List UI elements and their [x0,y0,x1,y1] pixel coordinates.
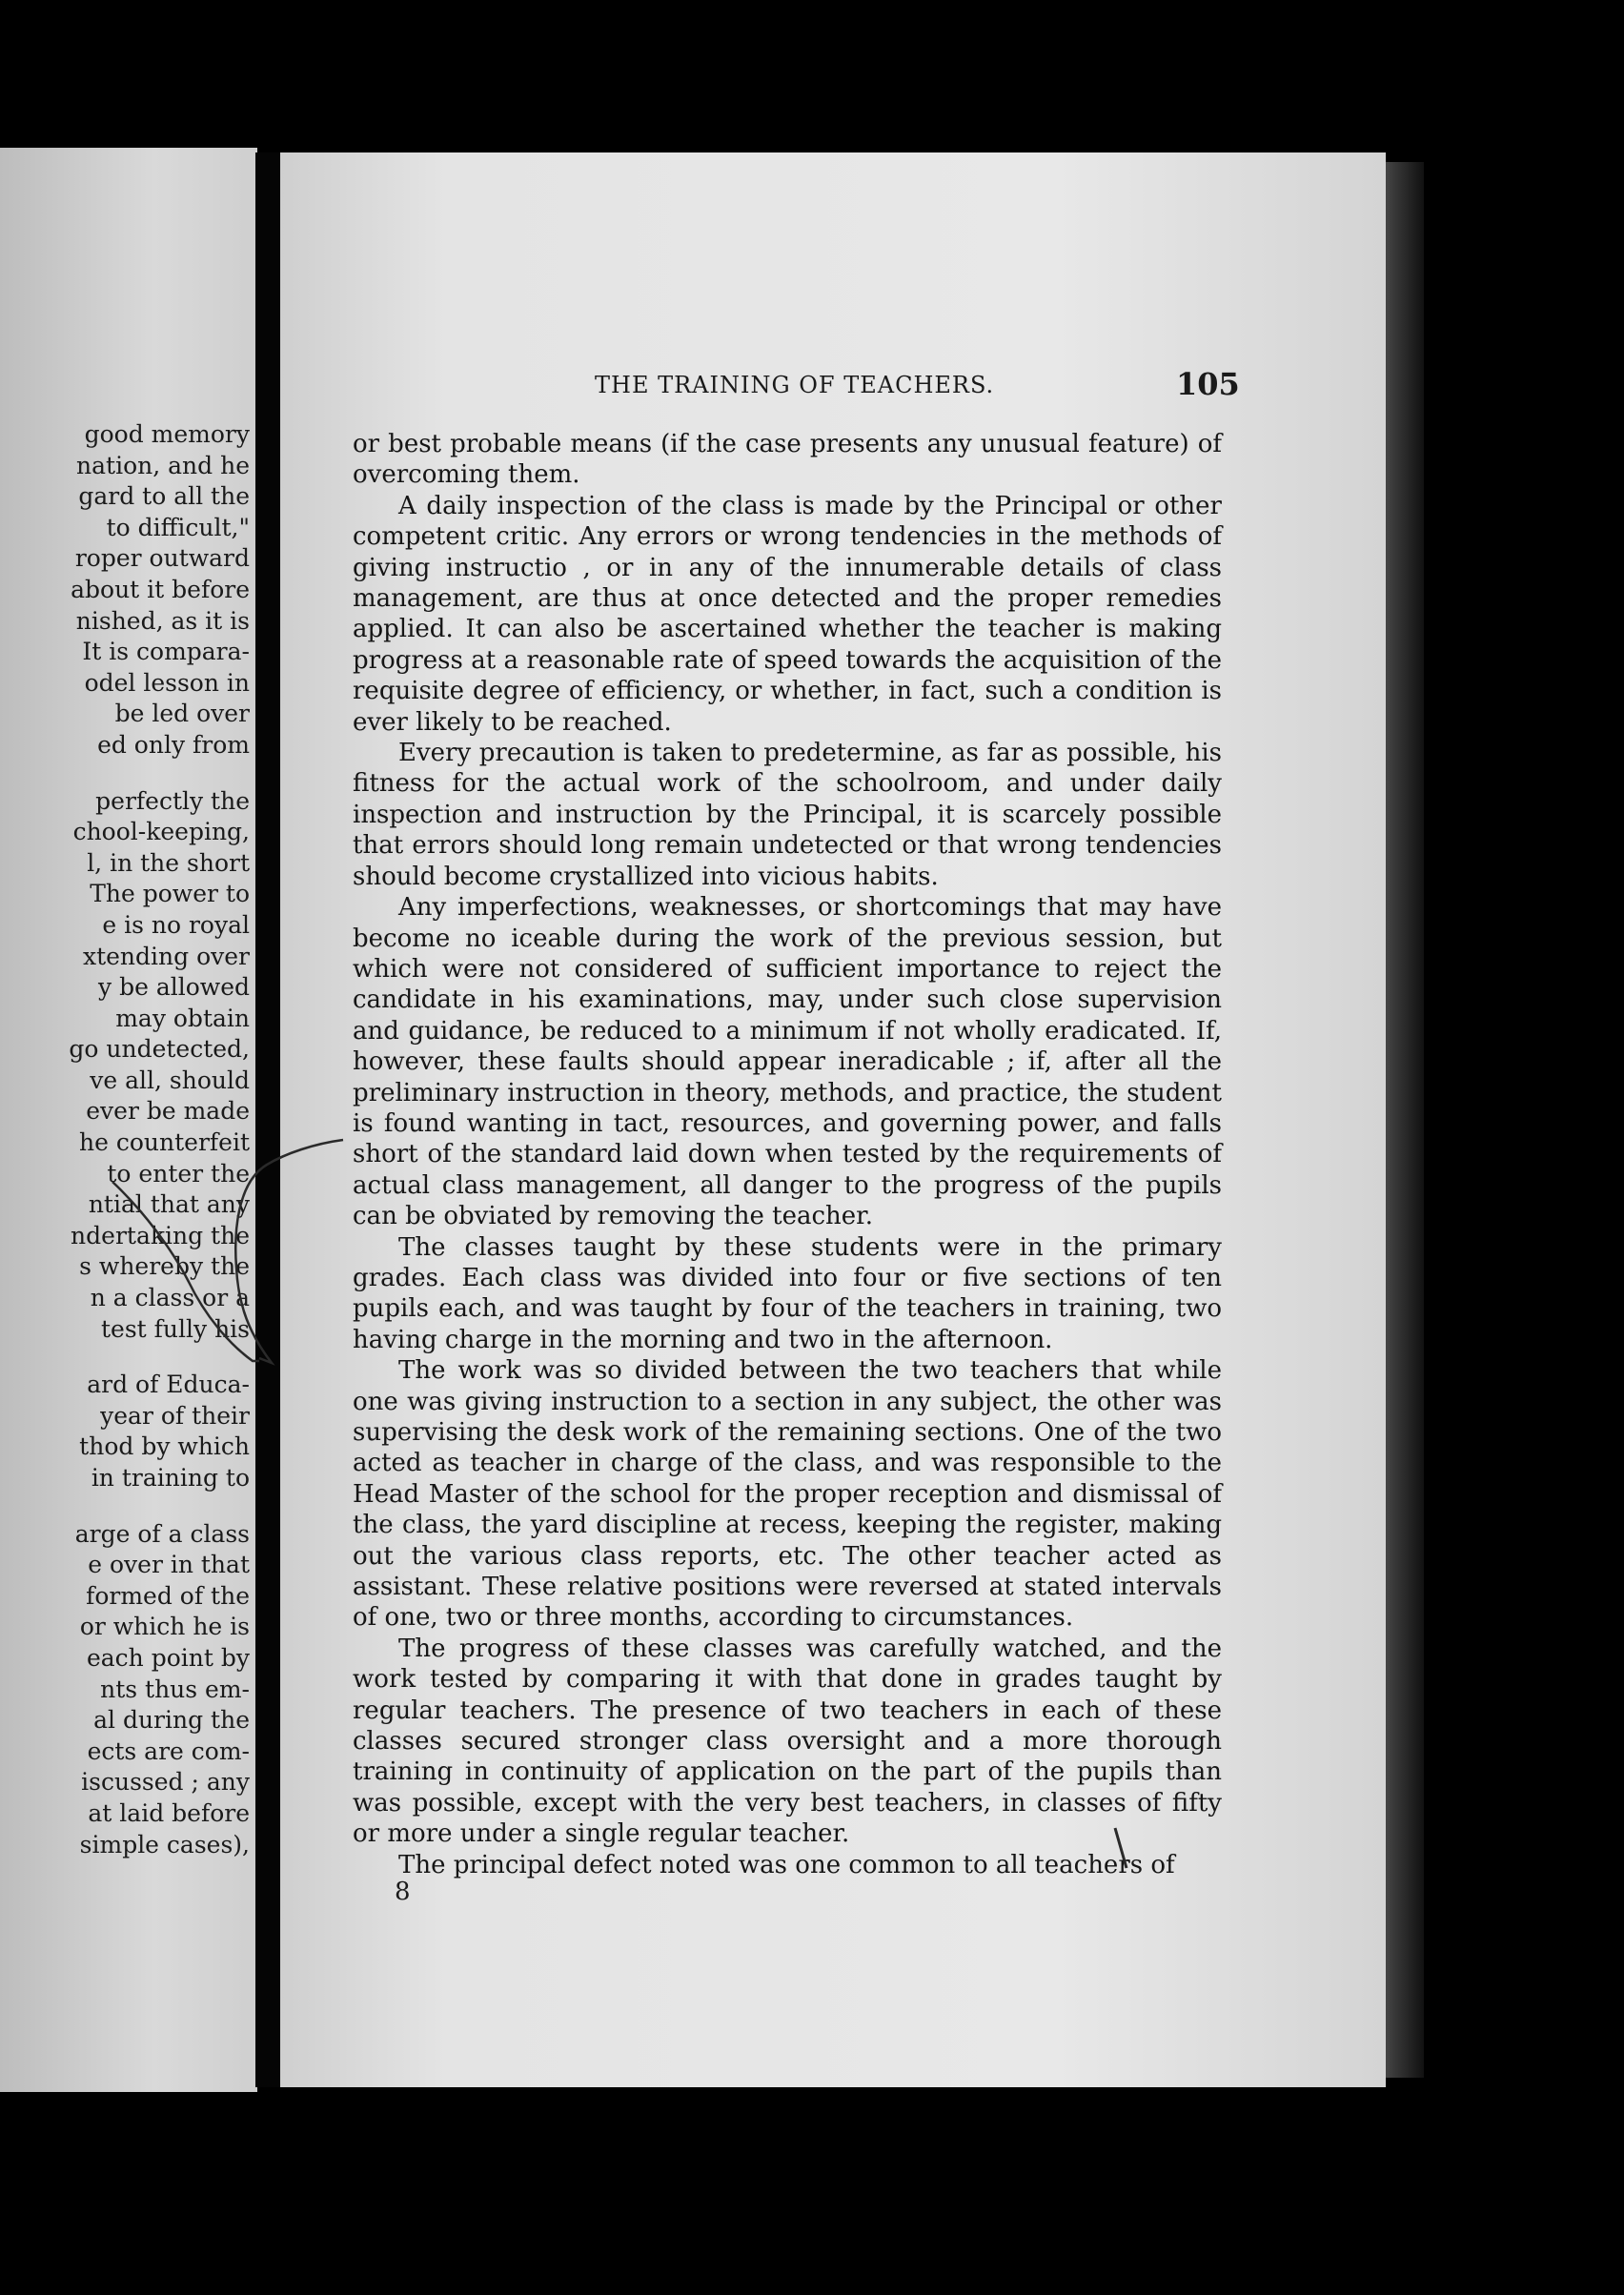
left-line: at laid before [88,1798,250,1827]
left-line: ard of Educa- [87,1371,250,1399]
left-line: thod by which [79,1432,250,1461]
book-gutter [255,152,280,2087]
paragraph: Any imperfections, weaknesses, or shortcomings that may have become no iceable during the work of the previous session, but which were not considered of sufficient importance to reject the candidate in his examinations, may, under such close supervision and guidance, be reduced to a minimum if not wholly eradicated. If, however, these faults should appear ineradicable ; if, after all the preliminary instruction in theory, methods, and practice, the student is found wanting in tact, resources, and governing power, and falls short of the standard laid down when tested by the requirements of actual class management, all danger to the progress of the pupils can be obviated by removing the teacher. [353,893,1222,1231]
left-line: nished, as it is [75,606,250,635]
left-page-text [0,419,250,1860]
left-line: e over in that [88,1551,250,1579]
right-page [280,152,1386,2087]
left-line: The power to [90,880,250,908]
left-line: ever be made [86,1097,250,1126]
left-line: go undetected, [69,1035,250,1064]
left-line: ed only from [97,730,250,759]
paragraph: or best probable means (if the case presents any unusual feature) of overcoming them. [353,430,1222,490]
left-line: arge of a class [74,1519,250,1548]
left-line: roper outward [74,544,250,573]
paragraph: The principal defect noted was one common to all teachers of [398,1850,1175,1879]
left-line: about it before [71,575,250,603]
page-number: 105 [1176,366,1240,402]
left-line: xtending over [82,942,250,970]
left-line: ndertaking the [71,1221,250,1249]
left-line: n a class or a [90,1284,250,1312]
left-line: y be allowed [98,973,250,1002]
left-line: simple cases), [79,1830,250,1858]
left-line: perfectly the [95,786,250,815]
left-line: he counterfeit [79,1128,250,1157]
paragraph: A daily inspection of the class is made by the Principal or other competent critic. Any errors or wrong tendencies in the methods of giving instructio , or in any of the innumerable details of class management, are thus at once detected and the proper remedies applied. It can also be ascertained whether the teacher is making progress at a reasonable rate of speed towards the acquisition of the requisite degree of efficiency, or whether, in fact, such a condition is ever likely to be reached. [353,491,1222,737]
paragraph: The progress of these classes was carefully watched, and the work tested by comparing it with that done in grades taught by regular teachers. The presence of two teachers in each of these classes secured stronger class oversight and a more thorough training in continuity of application on the part of the pupils than was possible, except with the very best teachers, in classes of fifty or more under a single regular teacher. [353,1634,1222,1849]
left-line: ve all, should [90,1066,250,1094]
paragraph: The work was so divided between the two teachers that while one was giving instruction to a section in any subject, the other was supervising the desk work of the remaining sections. One of the two acted as teacher in charge of the class, and was responsible to the Head Master of the school for the proper reception and dismissal of the class, the yard discipline at recess, keeping the register, making out the various class reports, etc. The other teacher acted as assistant. These relative positions were reversed at stated intervals of one, two or three months, according to circumstances. [353,1356,1222,1633]
left-line: be led over [114,700,250,728]
left-line: to difficult," [106,513,250,541]
left-page [0,148,257,2092]
left-line: in training to [91,1464,250,1492]
left-line: nts thus em- [100,1675,250,1703]
left-line: It is compara- [82,638,250,666]
left-line: gard to all the [78,482,250,511]
left-line: nation, and he [76,451,250,479]
body-text [353,429,1222,1880]
left-line: iscussed ; any [81,1768,250,1797]
paragraph: The classes taught by these students were in the primary grades. Each class was divided into four or five sections of ten pupils each, and was taught by four of the teachers in training, two having charge in the morning and two in the afternoon. [353,1232,1222,1354]
paragraph: Every precaution is taken to predetermine, as far as possible, his fitness for the actual work of the schoolroom, and under daily inspection and instruction by the Principal, it is scarcely possible that errors should long remain undetected or that wrong tendencies should become crystallized into vicious habits. [353,739,1222,891]
left-line: ects are com- [87,1736,250,1765]
left-line: year of their [100,1401,250,1430]
page-edge [1386,162,1424,2078]
left-line: test fully his [100,1314,250,1343]
left-line: odel lesson in [84,668,250,697]
left-line: to enter the [107,1159,250,1188]
left-line: each point by [86,1643,250,1672]
left-line: formed of the [86,1581,250,1610]
left-line: chool-keeping, [72,818,250,846]
left-line: al during the [93,1706,250,1735]
left-line: may obtain [115,1004,250,1032]
left-line: or which he is [79,1613,250,1641]
left-line: l, in the short [87,848,250,877]
left-line: s whereby the [79,1252,250,1281]
page-header [280,366,1240,410]
left-line: good memory [84,420,250,448]
left-line: ntial that any [88,1190,250,1219]
left-line: e is no royal [102,910,250,939]
signature-mark: 8 [395,1878,411,1906]
running-head: THE TRAINING OF TEACHERS. [595,372,995,398]
